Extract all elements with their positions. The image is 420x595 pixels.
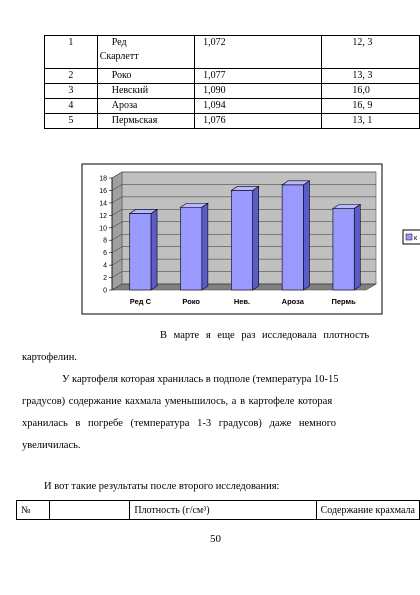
legend-label: к — [414, 235, 418, 242]
table-header-row — [17, 501, 420, 520]
header-starch: Содержание крахмала — [316, 501, 419, 520]
bar — [231, 190, 252, 290]
y-tick-label: 0 — [103, 287, 107, 295]
variety-name: Роко — [97, 69, 194, 84]
paragraph-2-line-3: хранилась в погребе (температура 1-3 градусов) даже немного — [22, 418, 336, 429]
row-number: 1 — [45, 36, 98, 69]
x-tick-label: Пермь — [331, 297, 356, 306]
y-tick-label: 10 — [99, 225, 107, 233]
variety-name — [97, 36, 194, 69]
density-value: 1,094 — [195, 99, 322, 114]
paragraph-3: И вот такие результаты после второго исследования: — [44, 481, 280, 492]
row-number: 4 — [45, 99, 98, 114]
starch-value: 12, 3 — [322, 36, 420, 69]
paragraph-1-line-1: В марте я еще раз исследовала плотность — [160, 330, 370, 341]
density-table-2 — [16, 500, 420, 520]
row-number: 3 — [45, 84, 98, 99]
variety-name: Невский — [97, 84, 194, 99]
header-number: № — [17, 501, 50, 520]
starch-value: 16,0 — [322, 84, 420, 99]
density-value: 1,076 — [195, 114, 322, 129]
density-value: 1,077 — [195, 69, 322, 84]
bar — [333, 208, 354, 290]
bar-chart — [0, 160, 420, 320]
y-tick-label: 4 — [103, 262, 107, 270]
chart-legend — [403, 230, 420, 244]
paragraph-2-line-4: увеличилась. — [22, 440, 81, 451]
row-number: 5 — [45, 114, 98, 129]
header-variety — [49, 501, 129, 520]
y-tick-label: 16 — [99, 187, 107, 195]
row-number: 2 — [45, 69, 98, 84]
table-row — [45, 114, 420, 129]
bar — [130, 213, 151, 290]
y-tick-label: 2 — [103, 275, 107, 283]
bar-side — [303, 181, 309, 290]
table-row — [45, 84, 420, 99]
variety-name: Пермьская — [97, 114, 194, 129]
bar-side — [151, 209, 157, 290]
legend-swatch — [406, 234, 412, 240]
starch-value: 16, 9 — [322, 99, 420, 114]
bar-side — [354, 204, 360, 290]
variety-name-line2: Скарлетт — [99, 51, 139, 62]
bar-side — [202, 203, 208, 290]
variety-name-line1: Ред — [111, 37, 127, 48]
x-tick-label: Нев. — [233, 297, 251, 306]
y-tick-label: 6 — [103, 250, 107, 258]
y-tick-label: 8 — [103, 237, 107, 245]
density-table-1 — [44, 35, 420, 129]
x-tick-label: Ред С — [129, 297, 152, 306]
paragraph-2-line-2: градусов) содержание кахмала уменьшилось, а в картофеле которая — [22, 396, 333, 407]
table-row — [45, 99, 420, 114]
table-row — [45, 69, 420, 84]
bar — [282, 185, 303, 290]
paragraph-2-line-1: У картофеля которая хранилась в подполе (температура 10-15 — [62, 374, 339, 385]
header-density: Плотность (г/см³) — [130, 501, 316, 520]
table-row — [45, 36, 420, 69]
density-value: 1,072 — [195, 36, 322, 69]
y-tick-label: 14 — [99, 200, 107, 208]
y-tick-label: 18 — [99, 175, 107, 183]
bar — [181, 207, 202, 290]
starch-value: 13, 3 — [322, 69, 420, 84]
paragraph-1-line-2: картофелин. — [22, 352, 77, 363]
y-tick-label: 12 — [99, 212, 107, 220]
page-number: 50 — [210, 533, 221, 545]
variety-name: Ароза — [97, 99, 194, 114]
x-tick-label: Роко — [182, 297, 201, 306]
starch-value: 13, 1 — [322, 114, 420, 129]
x-tick-label: Ароза — [281, 297, 304, 306]
density-value: 1,090 — [195, 84, 322, 99]
bar-side — [253, 186, 259, 290]
